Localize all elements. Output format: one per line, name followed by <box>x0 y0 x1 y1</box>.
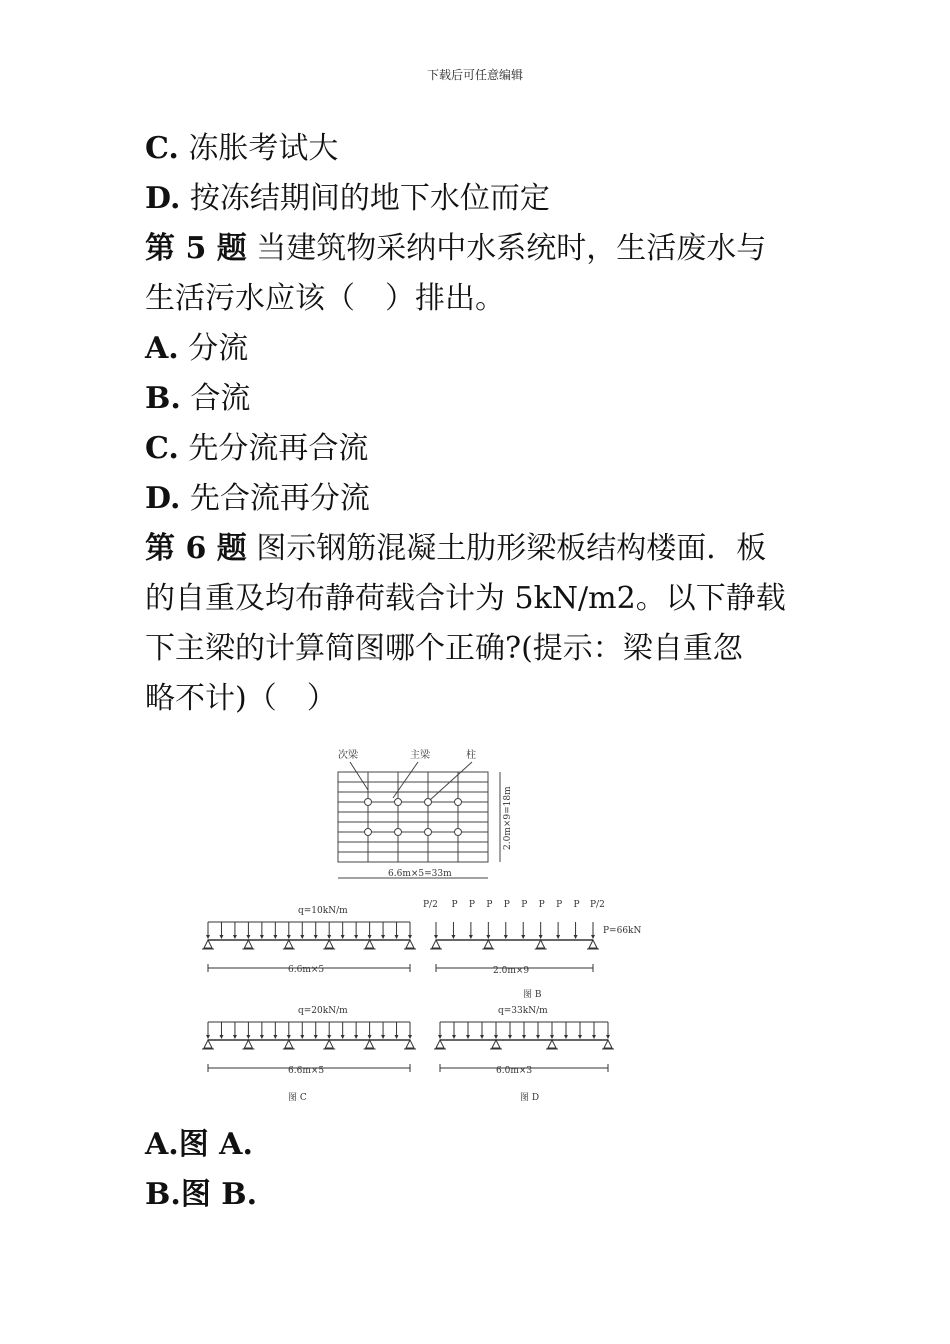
load-arrow-head <box>466 1035 470 1039</box>
support-symbol <box>325 1040 333 1048</box>
plan-column <box>365 829 372 836</box>
fig-b-load-p: P <box>451 900 458 910</box>
load-arrow-head <box>564 1035 568 1039</box>
load-arrow-head <box>574 935 578 939</box>
load-arrow-head <box>206 935 210 939</box>
load-arrow-head <box>591 935 595 939</box>
fig-b-load-p: P <box>538 900 545 910</box>
fig-a-span: 6.6m×5 <box>288 965 325 975</box>
fig-b-load-right: P/2 <box>590 900 605 910</box>
support-symbol <box>406 1040 414 1048</box>
load-arrow-head <box>395 1035 399 1039</box>
load-arrow-head <box>314 935 318 939</box>
support-symbol <box>325 940 333 948</box>
plan-column <box>455 799 462 806</box>
beam-diagram-figure <box>198 740 648 1115</box>
load-arrow-head <box>246 1035 250 1039</box>
plan-grid <box>338 772 488 862</box>
load-arrow-head <box>354 935 358 939</box>
q6-stem-line-1: 第 6 题 图示钢筋混凝土肋形梁板结构楼面．板 <box>145 531 767 566</box>
load-arrow-head <box>578 1035 582 1039</box>
plan-column <box>395 829 402 836</box>
q6-answer-options <box>145 1120 815 1220</box>
load-arrow-head <box>469 935 473 939</box>
support-symbol <box>366 1040 374 1048</box>
fig-b-caption: 图 B <box>523 990 542 1000</box>
load-arrow-head <box>287 935 291 939</box>
load-arrow-head <box>354 1035 358 1039</box>
q5-option-b: B. 合流 <box>145 381 251 416</box>
load-arrow-head <box>438 1035 442 1039</box>
support-symbol <box>285 1040 293 1048</box>
load-arrow-head <box>206 1035 210 1039</box>
plan-column <box>395 799 402 806</box>
load-arrow-head <box>408 935 412 939</box>
load-arrow-head <box>219 935 223 939</box>
q5-option-d: D. 先合流再分流 <box>145 481 370 516</box>
load-arrow-head <box>452 1035 456 1039</box>
load-arrow-head <box>300 1035 304 1039</box>
load-arrow-head <box>246 935 250 939</box>
load-arrow-head <box>381 1035 385 1039</box>
plan-column <box>455 829 462 836</box>
label-main-beam: 主梁 <box>410 750 430 761</box>
load-arrow-head <box>606 1035 610 1039</box>
support-symbol <box>204 940 212 948</box>
fig-b-load-p: P <box>521 900 528 910</box>
page-header: 下载后可任意编辑 <box>426 68 523 82</box>
fig-c-caption: 图 C <box>288 1093 307 1103</box>
load-arrow-head <box>300 935 304 939</box>
fig-b-load-p: P <box>468 900 475 910</box>
support-symbol <box>492 1040 500 1048</box>
fig-d-span: 6.0m×3 <box>496 1066 533 1076</box>
load-arrow-head <box>260 1035 264 1039</box>
support-symbol <box>436 1040 444 1048</box>
fig-d-load: q=33kN/m <box>498 1006 548 1016</box>
floor-plan <box>338 772 488 862</box>
load-arrow-head <box>260 935 264 939</box>
load-arrow-head <box>556 935 560 939</box>
q5-option-c: C. 先分流再合流 <box>145 431 369 466</box>
load-arrow-head <box>341 935 345 939</box>
load-arrow-head <box>341 1035 345 1039</box>
fig-b-load-p: P <box>486 900 493 910</box>
load-arrow-head <box>536 1035 540 1039</box>
load-arrow-head <box>539 935 543 939</box>
support-symbol <box>537 940 545 948</box>
fig-c-load: q=20kN/m <box>298 1006 348 1016</box>
load-arrow-head <box>327 935 331 939</box>
load-arrow-head <box>508 1035 512 1039</box>
load-arrow-head <box>233 1035 237 1039</box>
diagram-b <box>430 900 599 972</box>
load-arrow-head <box>314 1035 318 1039</box>
q4-option-c: C. 冻胀考试大 <box>145 131 339 166</box>
load-arrow-head <box>233 935 237 939</box>
fig-b-load-left: P/2 <box>423 900 438 910</box>
load-arrow-head <box>521 935 525 939</box>
q6-option-a: A.图 A. <box>145 1127 253 1162</box>
fig-b-span: 2.0m×9 <box>493 966 530 976</box>
q5-stem-line-1: 第 5 题 当建筑物采纳中水系统时，生活废水与 <box>145 231 767 266</box>
diagram-c <box>202 1022 416 1072</box>
label-column: 柱 <box>466 750 476 761</box>
load-arrow-head <box>219 1035 223 1039</box>
fig-c-span: 6.6m×5 <box>288 1066 325 1076</box>
load-arrow-head <box>368 935 372 939</box>
support-symbol <box>244 1040 252 1048</box>
q5-option-a: A. 分流 <box>145 331 249 366</box>
load-arrow-head <box>592 1035 596 1039</box>
q6-stem-line-2: 的自重及均布静荷载合计为 5kN/m2。以下静载 <box>145 581 786 616</box>
load-arrow-head <box>287 1035 291 1039</box>
support-symbol <box>548 1040 556 1048</box>
support-symbol <box>589 940 597 948</box>
q6-option-b: B.图 B. <box>145 1177 258 1212</box>
support-symbol <box>432 940 440 948</box>
load-arrow-head <box>522 1035 526 1039</box>
support-symbol <box>604 1040 612 1048</box>
support-symbol <box>484 940 492 948</box>
label-secondary-beam: 次梁 <box>338 750 358 761</box>
load-arrow-head <box>327 1035 331 1039</box>
diagram-d <box>434 1022 614 1072</box>
leader-main-beam <box>393 762 418 798</box>
load-arrow-head <box>451 935 455 939</box>
support-symbol <box>366 940 374 948</box>
beam-diagram-svg <box>198 740 648 1115</box>
fig-b-load-value: P=66kN <box>603 926 642 936</box>
q5-stem-line-2: 生活污水应该（ ）排出。 <box>145 281 505 316</box>
fig-d-caption: 图 D <box>520 1093 540 1103</box>
load-arrow-head <box>550 1035 554 1039</box>
fig-b-load-p: P <box>573 900 580 910</box>
fig-b-load-p: P <box>503 900 510 910</box>
load-arrow-head <box>408 1035 412 1039</box>
plan-column <box>365 799 372 806</box>
question-content <box>145 124 815 724</box>
q4-option-d: D. 按冻结期间的地下水位而定 <box>145 181 550 216</box>
load-arrow-head <box>395 935 399 939</box>
fig-a-load: q=10kN/m <box>298 906 348 916</box>
load-arrow-head <box>368 1035 372 1039</box>
plan-outline <box>338 772 488 862</box>
q6-stem-line-4: 略不计)（ ） <box>145 681 337 716</box>
load-arrow-head <box>504 935 508 939</box>
support-symbol <box>285 940 293 948</box>
q6-stem-line-3: 下主梁的计算简图哪个正确?(提示：梁自重忽 <box>145 631 743 666</box>
plan-dim-bottom: 6.6m×5=33m <box>388 869 452 879</box>
load-arrow-head <box>381 935 385 939</box>
plan-column <box>425 829 432 836</box>
load-arrow-head <box>480 1035 484 1039</box>
support-symbol <box>406 940 414 948</box>
support-symbol <box>244 940 252 948</box>
load-arrow-head <box>486 935 490 939</box>
support-symbol <box>204 1040 212 1048</box>
load-arrow-head <box>494 1035 498 1039</box>
load-arrow-head <box>273 1035 277 1039</box>
load-arrow-head <box>434 935 438 939</box>
fig-b-load-p: P <box>556 900 563 910</box>
load-arrow-head <box>273 935 277 939</box>
leader-secondary-beam <box>350 762 368 790</box>
plan-dim-right: 2.0m×9=18m <box>503 786 513 850</box>
leader-column <box>430 762 472 800</box>
